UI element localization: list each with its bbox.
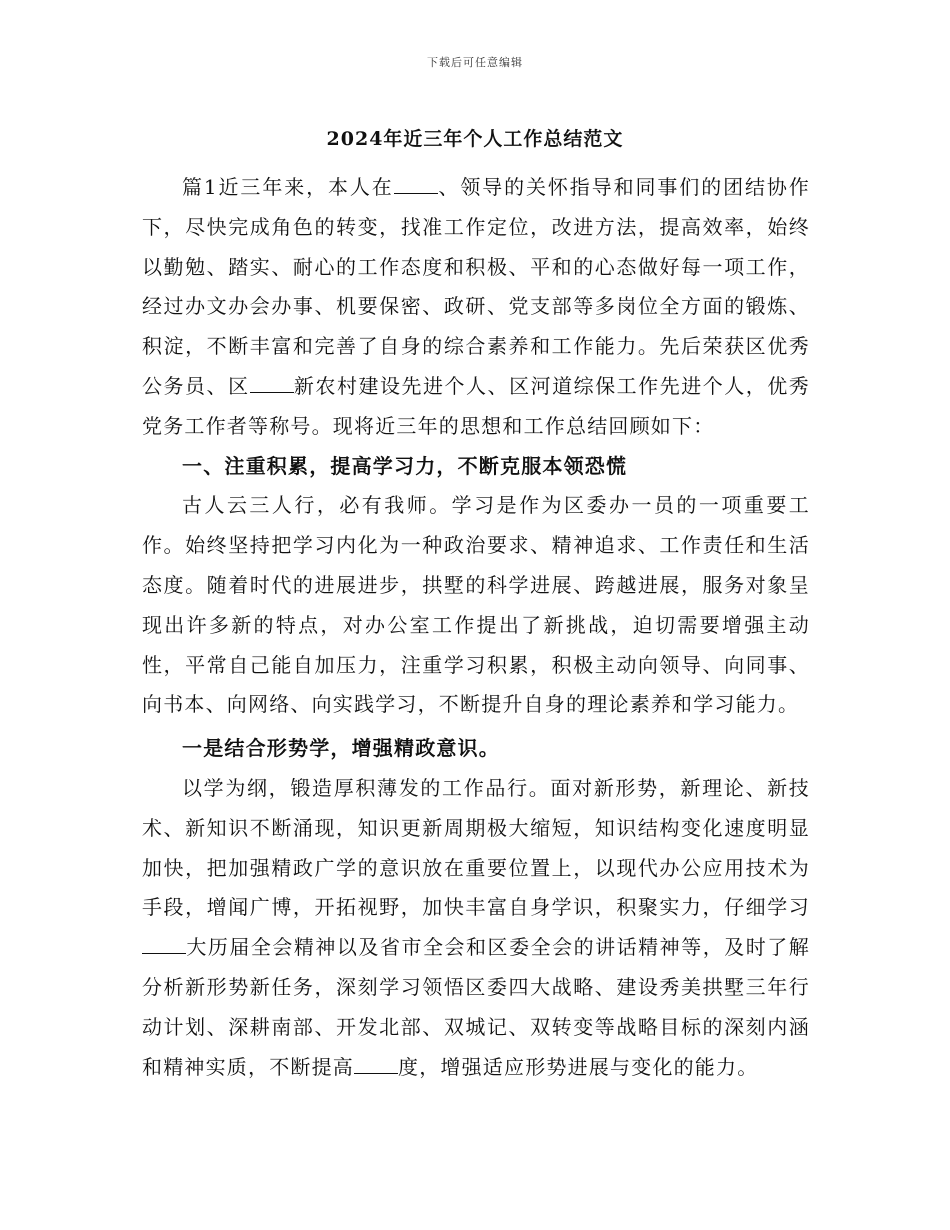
paragraph-intro — [142, 168, 810, 447]
document-body — [142, 168, 810, 1087]
section-heading-1: 一、注重积累，提高学习力，不断克服本领恐慌 — [182, 453, 628, 478]
paragraph-situation — [142, 769, 810, 1087]
paragraph-intro-part-2: 、领导的关怀指导和同事们的团结协作下，尽快完成角色的转变，找准工作定位，改进方法，提高效率，始终以勤勉、踏实、耐心的工作态度和积极、平和的心态做好每一项工作，经过办文办会办事、机要保密、政研、党支部等多岗位全方面的锻炼、积淀，不断丰富和完善了自身的综合素养和工作能力。先后荣获区优秀公务员、区 — [142, 175, 810, 398]
fill-blank — [354, 1055, 398, 1074]
paragraph-situation-part-1: 以学为纲，锻造厚积薄发的工作品行。面对新形势，新理论、新技术、新知识不断涌现，知识更新周期极大缩短，知识结构变化速度明显加快，把加强精政广学的意识放在重要位置上，以现代办公应用技术为手段，增闻广博，开拓视野，加快丰富自身学识，积聚实力，仔细学习 — [142, 775, 810, 920]
paragraph-intro-part-1: 篇1近三年来，本人在 — [182, 175, 394, 199]
fill-blank — [250, 374, 294, 393]
paragraph-situation-part-2: 大历届全会精神以及省市全会和区委全会的讲话精神等，及时了解分析新形势新任务，深刻学习领悟区委四大战略、建设秀美拱墅三年行动计划、深耕南部、开发北部、双城记、双转变等战略目标的深刻内涵和精神实质，不断提高 — [142, 935, 810, 1079]
fill-blank — [142, 935, 186, 954]
document-title: 2024年近三年个人工作总结范文 — [326, 128, 624, 150]
fill-blank — [394, 175, 438, 194]
paragraph-situation-part-3: 度，增强适应形势进展与变化的能力。 — [398, 1054, 759, 1079]
header-note: 下载后可任意编辑 — [427, 56, 523, 69]
section-heading-2: 一是结合形势学，增强精政意识。 — [182, 736, 500, 761]
paragraph-learning: 古人云三人行，必有我师。学习是作为区委办一员的一项重要工作。始终坚持把学习内化为一种政治要求、精神追求、工作责任和生活态度。随着时代的进展进步，拱墅的科学进展、跨越进展，服务对象呈现出许多新的特点，对办公室工作提出了新挑战，迫切需要增强主动性，平常自己能自加压力，注重学习积累，积极主动向领导、向同事、向书本、向网络、向实践学习，不断提升自身的理论素养和学习能力。 — [142, 493, 810, 717]
paragraph-intro-part-3: 新农村建设先进个人、区河道综保工作先进个人，优秀党务工作者等称号。现将近三年的思想和工作总结回顾如下： — [142, 373, 810, 438]
